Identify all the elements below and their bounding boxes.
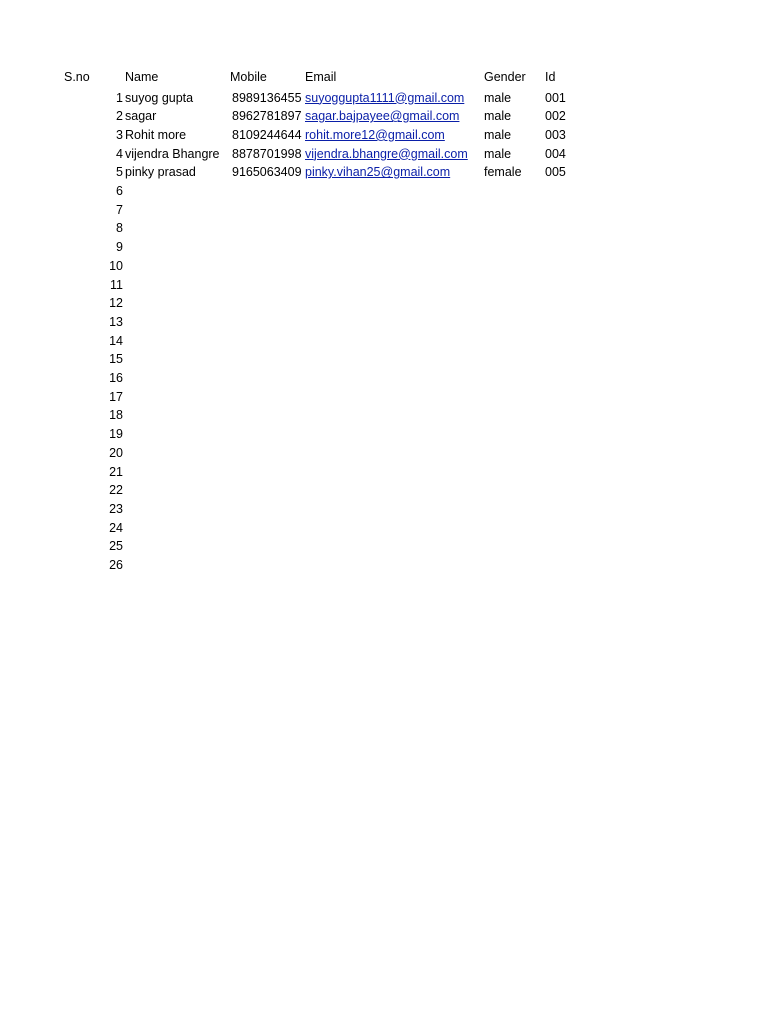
row-sno: 24: [109, 520, 123, 535]
row-email-link[interactable]: suyoggupta1111@gmail.com: [305, 90, 465, 105]
empty-row: [0, 556, 768, 575]
row-sno: 25: [109, 539, 123, 554]
empty-row: [0, 182, 768, 201]
row-sno: 13: [109, 314, 123, 329]
row-id: 001: [545, 90, 566, 105]
row-mobile: 9165063409: [232, 165, 302, 180]
row-name: suyog gupta: [125, 90, 194, 105]
row-id: 002: [545, 109, 566, 124]
header-gender: Gender: [484, 70, 526, 84]
table-row: [0, 145, 768, 164]
row-sno: 23: [109, 501, 123, 516]
header-row: [0, 68, 768, 87]
table-row: [0, 163, 768, 182]
row-sno: 18: [109, 408, 123, 423]
empty-row: [0, 219, 768, 238]
header-mobile: Mobile: [230, 70, 267, 84]
row-sno: 22: [109, 483, 123, 498]
empty-row: [0, 500, 768, 519]
row-name: Rohit more: [125, 127, 187, 142]
empty-row: [0, 294, 768, 313]
row-sno: 9: [116, 240, 123, 255]
row-sno: 10: [109, 258, 123, 273]
table-row: [0, 89, 768, 108]
row-id: 004: [545, 146, 566, 161]
table-row: [0, 107, 768, 126]
empty-row: [0, 406, 768, 425]
row-sno: 5: [116, 165, 123, 180]
row-name: sagar: [125, 109, 157, 124]
row-mobile: 8878701998: [232, 146, 302, 161]
empty-row: [0, 519, 768, 538]
row-sno: 14: [109, 333, 123, 348]
empty-row: [0, 444, 768, 463]
header-id: Id: [545, 70, 556, 84]
empty-row: [0, 388, 768, 407]
row-sno: 21: [109, 464, 123, 479]
row-sno: 7: [116, 202, 123, 217]
empty-row: [0, 350, 768, 369]
row-name: pinky prasad: [125, 165, 196, 180]
row-email-link[interactable]: pinky.vihan25@gmail.com: [305, 165, 451, 180]
table-row: [0, 126, 768, 145]
row-sno: 1: [116, 90, 123, 105]
row-mobile: 8109244644: [232, 127, 302, 142]
header-name: Name: [125, 70, 159, 84]
empty-row: [0, 313, 768, 332]
empty-row: [0, 332, 768, 351]
empty-row: [0, 201, 768, 220]
row-sno: 3: [116, 127, 123, 142]
row-sno: 17: [109, 389, 123, 404]
row-sno: 26: [109, 558, 123, 572]
row-sno: 16: [109, 371, 123, 385]
empty-row: [0, 425, 768, 444]
empty-row: [0, 238, 768, 257]
row-gender: male: [484, 90, 512, 105]
row-id: 003: [545, 127, 566, 142]
row-mobile: 8989136455: [232, 90, 302, 105]
empty-row: [0, 276, 768, 295]
row-mobile: 8962781897: [232, 109, 302, 124]
row-sno: 11: [110, 277, 123, 292]
row-gender: male: [484, 127, 512, 142]
row-sno: 15: [109, 352, 123, 367]
row-gender: female: [484, 165, 522, 180]
empty-row: [0, 463, 768, 482]
row-gender: male: [484, 146, 512, 161]
row-sno: 4: [116, 146, 123, 161]
empty-row: [0, 369, 768, 388]
row-sno: 6: [116, 184, 123, 198]
row-name: vijendra Bhangre: [125, 146, 220, 161]
row-email-link[interactable]: rohit.more12@gmail.com: [305, 127, 445, 142]
header-email: Email: [305, 70, 337, 84]
row-sno: 19: [109, 427, 123, 442]
row-sno: 8: [116, 221, 123, 236]
empty-row: [0, 257, 768, 276]
row-id: 005: [545, 165, 566, 180]
row-sno: 20: [109, 445, 123, 460]
row-sno: 2: [116, 109, 123, 124]
row-email-link[interactable]: vijendra.bhangre@gmail.com: [305, 146, 468, 161]
header-sno: S.no: [64, 70, 90, 84]
row-email-link[interactable]: sagar.bajpayee@gmail.com: [305, 109, 460, 124]
row-gender: male: [484, 109, 512, 124]
empty-row: [0, 481, 768, 500]
empty-row: [0, 537, 768, 556]
row-sno: 12: [109, 296, 123, 311]
